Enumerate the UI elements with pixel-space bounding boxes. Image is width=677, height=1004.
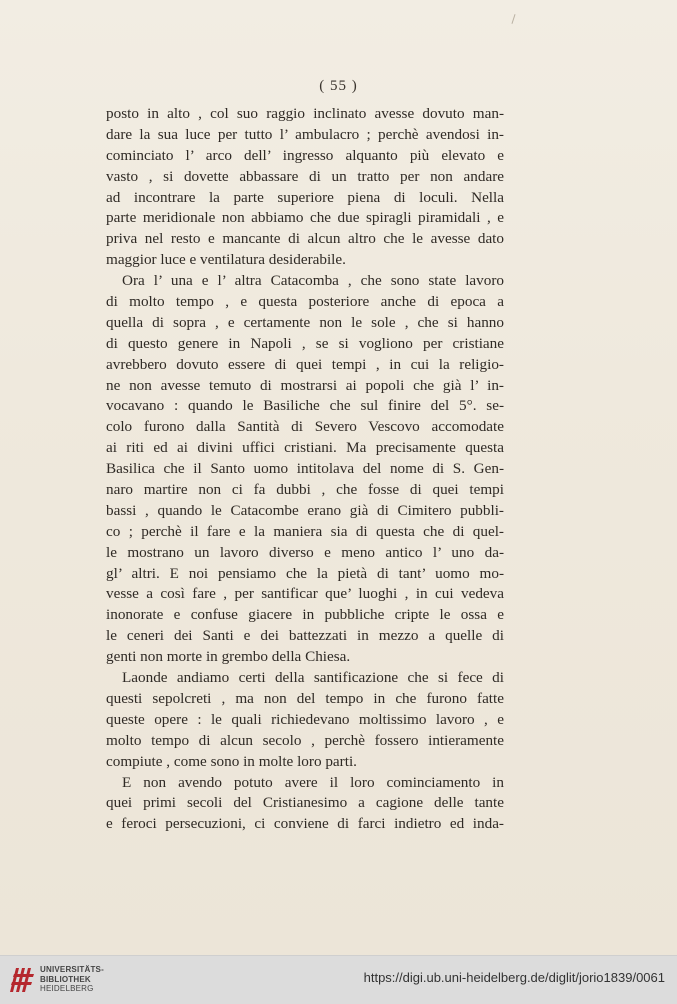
text-line: co ; perchè il fare e la maniera sia di questa che di quel-	[106, 522, 504, 540]
text-line: ai riti ed ai divini uffici cristiani. Ma precisamente questa	[106, 439, 504, 457]
text-line: avrebbero dovuto essere di quei tempi , in cui la religio-	[106, 355, 504, 373]
text-line: maggior luce e ventilatura desiderabile.	[106, 251, 346, 269]
text-line: E non avendo potuto avere il loro cominciamento in	[122, 773, 504, 791]
text-line: di molto tempo , e questa posteriore anche di epoca a	[106, 293, 504, 311]
text-line: naro martire non ci fa dubbi , che fosse di quei tempi	[106, 481, 504, 499]
text-line: vesse a così fare , per santificar que’ luoghi , in cui vedeva	[106, 585, 504, 603]
text-line: le mostrano un lavoro diverso e meno antico l’ uno da-	[106, 543, 504, 561]
library-name-line2: BIBLIOTHEK	[40, 974, 91, 984]
body-text	[106, 104, 504, 835]
text-line: vasto , si dovette abbassare di un tratto per non andare	[106, 167, 504, 185]
text-line: vocavano : quando le Basiliche che sul finire del 5°. se-	[106, 397, 504, 415]
text-line: ad incontrare la parte superiore piena di loculi. Nella	[106, 188, 504, 206]
text-line: posto in alto , col suo raggio inclinato avesse dovuto man-	[106, 105, 504, 122]
text-line: questi sepolcreti , ma non del tempo in che furono fatte	[106, 689, 504, 707]
library-name-line3: HEIDELBERG	[40, 984, 94, 993]
viewer-footer	[0, 955, 677, 1004]
text-line: dare la sua luce per tutto l’ ambulacro ; perchè avendosi in-	[106, 125, 504, 143]
text-line: ne non avesse temuto di mostrarsi ai popoli che già l’ in-	[106, 376, 504, 394]
text-line: parte meridionale non abbiamo che due spiragli piramidali , e	[106, 209, 504, 227]
text-line: quei primi secoli del Cristianesimo a cagione delle tante	[106, 794, 504, 812]
text-line: Laonde andiamo certi della santificazione che si fece di	[122, 669, 504, 687]
text-line: inonorate e confuse giacere in pubbliche cripte le ossa e	[106, 606, 504, 624]
text-line: genti non morte in grembo della Chiesa.	[106, 648, 351, 666]
text-line: di questo genere in Napoli , se si vogliono per cristiane	[106, 334, 504, 352]
text-line: priva nel resto e mancante di alcun altro che le avesse dato	[106, 230, 504, 248]
university-library-logo-icon	[8, 964, 36, 994]
page-number: ( 55 )	[319, 78, 358, 94]
text-line: e feroci persecuzioni, ci conviene di farci indietro ed inda-	[106, 815, 504, 833]
library-name-line1: UNIVERSITÄTS-	[40, 965, 104, 974]
text-line: Basilica che il Santo uomo intitolava del nome di S. Gen-	[106, 460, 504, 478]
text-line: le ceneri dei Santi e dei battezzati in mezzo a quelle di	[106, 627, 504, 645]
text-line: Ora l’ una e l’ altra Catacomba , che sono state lavoro	[122, 272, 504, 290]
text-line: gl’ altri. E noi pensiamo che la pietà di tant’ uomo mo-	[106, 564, 504, 582]
library-name	[40, 965, 104, 994]
text-line: bassi , quando le Catacombe erano già di Cimitero pubbli-	[106, 501, 504, 519]
text-line: cominciato l’ arco dell’ ingresso alquanto più elevato e	[106, 146, 504, 164]
text-line: compiute , come sono in molte loro parti.	[106, 752, 357, 770]
text-line: molto tempo di alcun secolo , perchè fossero intieramente	[106, 731, 504, 749]
text-line: quella di sopra , e certamente non le sole , che si hanno	[106, 313, 504, 331]
permalink-url[interactable]: https://digi.ub.uni-heidelberg.de/diglit/jorio1839/0061	[363, 970, 665, 985]
text-line: queste opere : le quali richiedevano moltissimo lavoro , e	[106, 710, 504, 728]
page-blemish	[511, 14, 515, 24]
text-line: colo furono dalla Santità di Severo Vescovo accomodate	[106, 418, 504, 436]
